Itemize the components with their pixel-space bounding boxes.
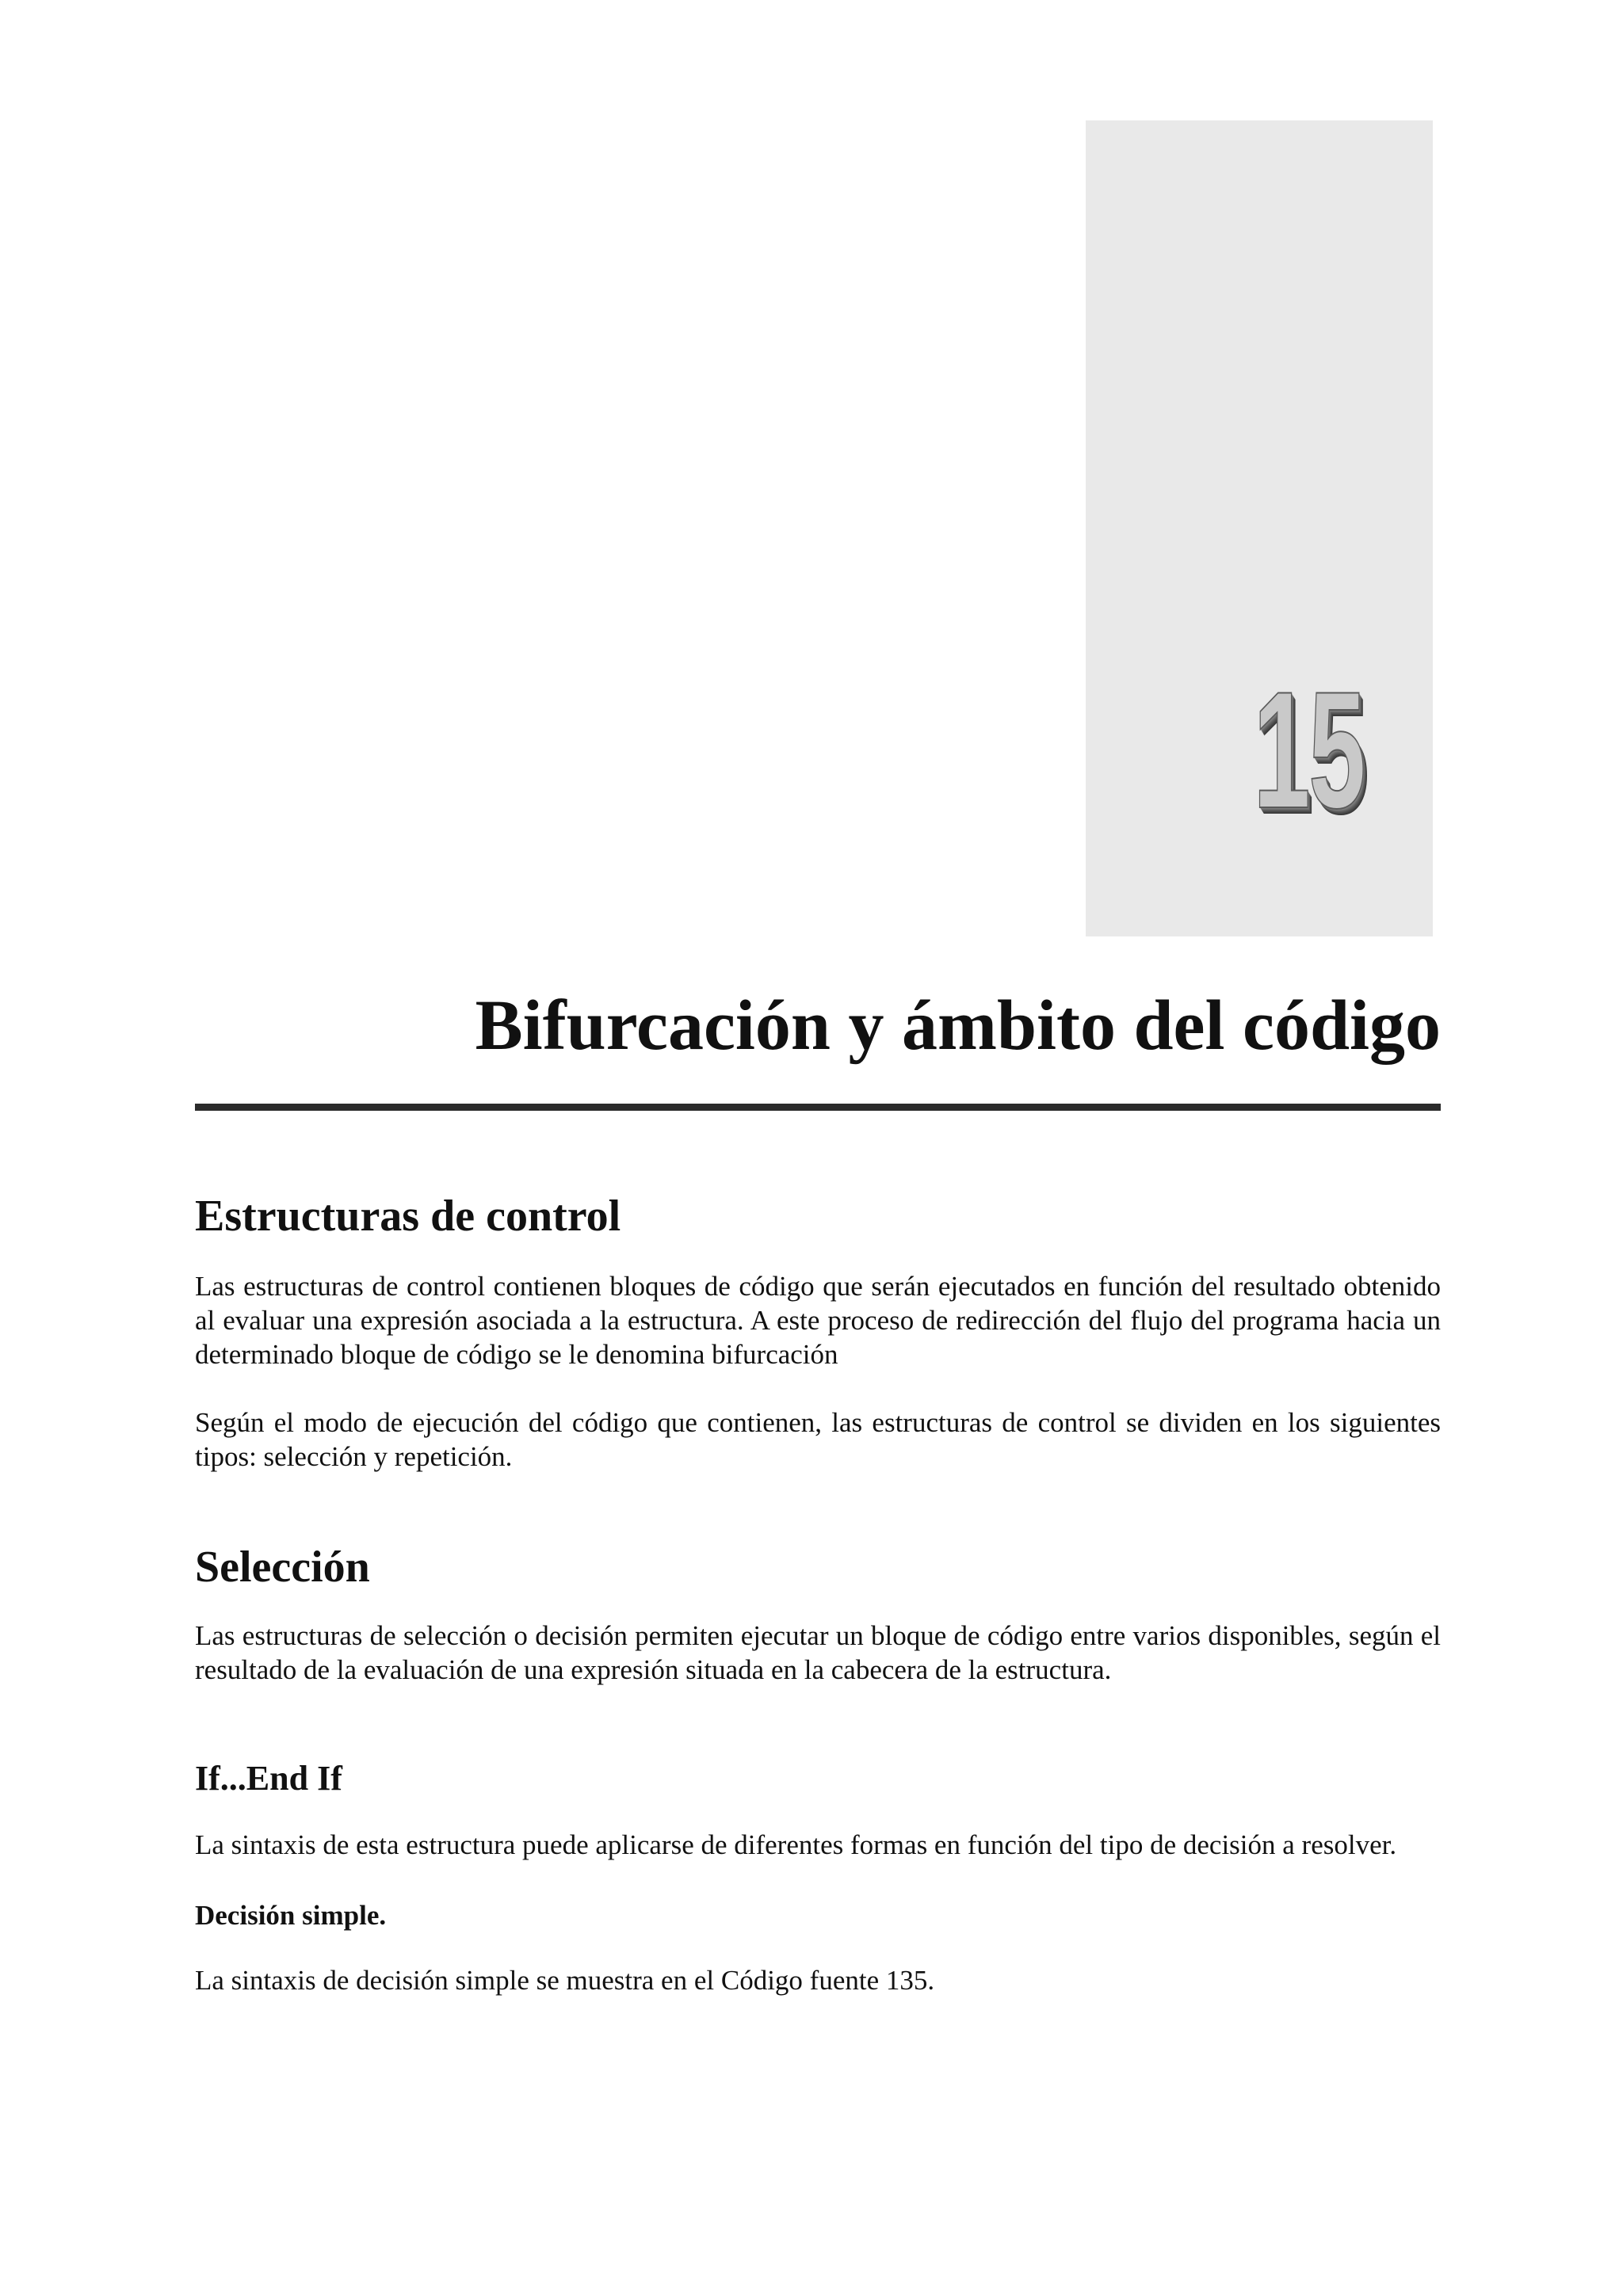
chapter-number-panel (1086, 120, 1433, 936)
paragraph: Las estructuras de control contienen bloques de código que serán ejecutados en función del resultado obtenido al evaluar una expresión asociada a la estructura. A este proceso de redirección del flujo del programa hacia un determinado bloque de código se le denomina bifurcación (195, 1271, 1441, 1370)
paragraph: Las estructuras de selección o decisión permiten ejecutar un bloque de código entre varios disponibles, según el resultado de la evaluación de una expresión situada en la cabecera de la estructura. (195, 1620, 1441, 1685)
section-heading-seleccion: Selección (195, 1543, 370, 1592)
minor-heading-decision-simple: Decisión simple. (195, 1900, 387, 1931)
section-heading-estructuras-de-control: Estructuras de control (195, 1192, 621, 1241)
title-divider (195, 1104, 1441, 1111)
chapter-number: 15 (1253, 657, 1365, 843)
chapter-content (195, 1188, 1441, 1997)
paragraph: La sintaxis de esta estructura puede aplicarse de diferentes formas en función del tipo de decisión a resolver. (195, 1829, 1397, 1860)
paragraph: Según el modo de ejecución del código que contienen, las estructuras de control se dividen en los siguientes tipos: selección y repetición. (195, 1407, 1441, 1472)
paragraph: La sintaxis de decisión simple se muestra en el Código fuente 135. (195, 1965, 935, 1996)
subsection-heading-if-end-if: If...End If (195, 1759, 342, 1798)
chapter-title: Bifurcación y ámbito del código (475, 986, 1441, 1065)
